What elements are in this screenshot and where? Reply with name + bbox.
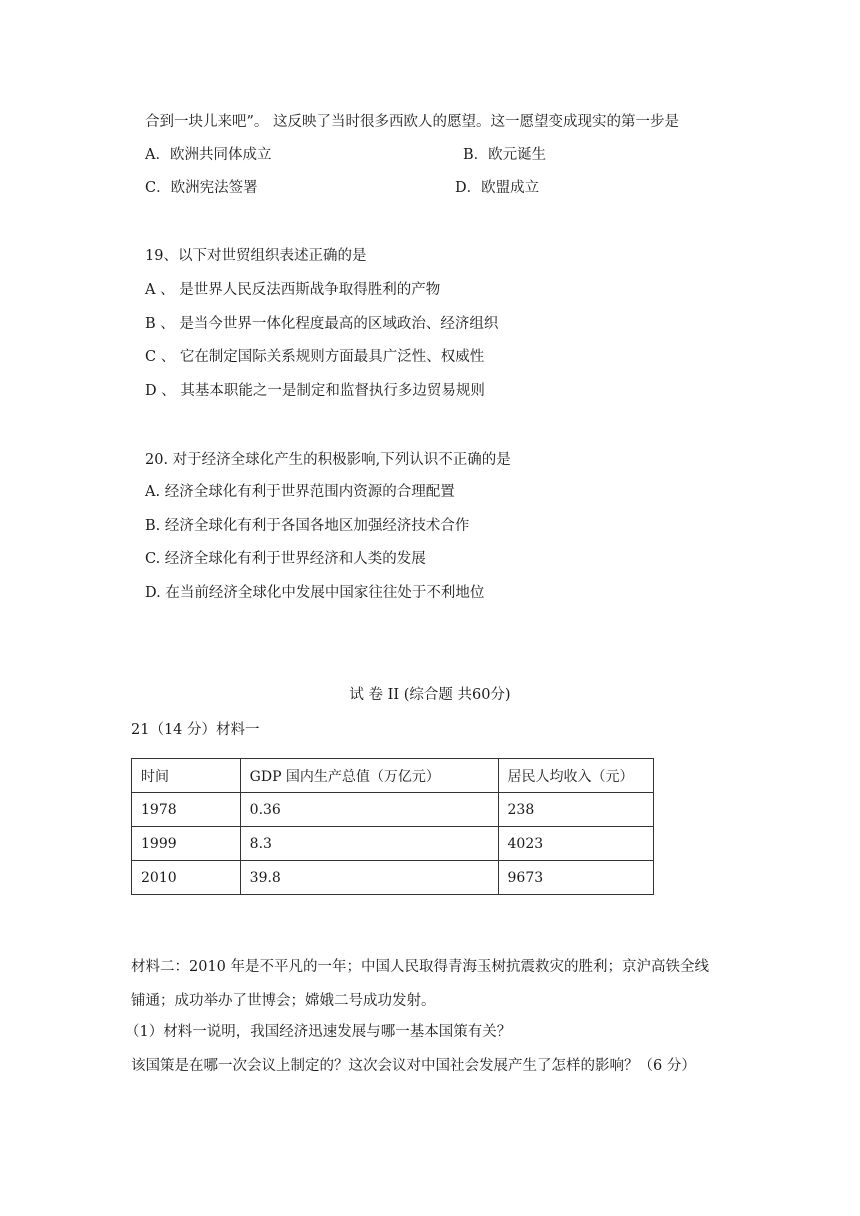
table-cell: 1978: [132, 793, 241, 827]
q19-option-c: C 、 它在制定国际关系规则方面最具广泛性、权威性: [145, 349, 485, 365]
table-cell: 0.36: [240, 793, 498, 827]
q18-option-a: A．欧洲共同体成立: [145, 147, 272, 163]
q21-heading: 21（14 分）材料一: [131, 722, 260, 738]
table-row: [132, 861, 654, 895]
table-row: [132, 793, 654, 827]
q18-option-b: B．欧元诞生: [463, 147, 547, 163]
q20-option-a: A. 经济全球化有利于世界范围内资源的合理配置: [145, 484, 455, 500]
q18-stem-tail: 合到一块儿来吧”。 这反映了当时很多西欧人的愿望。这一愿望变成现实的第一步是: [145, 114, 680, 130]
q19-option-d: D 、 其基本职能之一是制定和监督执行多边贸易规则: [145, 383, 485, 399]
table-cell: 2010: [132, 861, 241, 895]
table-header-cell: GDP 国内生产总值（万亿元）: [240, 759, 498, 793]
q19-stem: 19、以下对世贸组织表述正确的是: [145, 248, 367, 264]
section-2-title: 试 卷 II (综合题 共60分): [349, 687, 511, 703]
table-cell: 1999: [132, 827, 241, 861]
q20-stem: 20. 对于经济全球化产生的积极影响,下列认识不正确的是: [145, 452, 511, 468]
table-header-cell: 时间: [132, 759, 241, 793]
sub-question-1-line-1: （1）材料一说明，我国经济迅速发展与哪一基本国策有关？: [125, 1024, 512, 1040]
table-cell: 238: [498, 793, 653, 827]
material-2-line-1: 材料二：2010 年是不平凡的一年；中国人民取得青海玉树抗震救灾的胜利；京沪高铁全线: [131, 959, 710, 975]
table-cell: 9673: [498, 861, 653, 895]
table-cell: 4023: [498, 827, 653, 861]
q19-option-b: B 、 是当今世界一体化程度最高的区域政治、经济组织: [145, 316, 499, 332]
q20-option-b: B. 经济全球化有利于各国各地区加强经济技术合作: [145, 518, 470, 534]
q20-option-c: C. 经济全球化有利于世界经济和人类的发展: [145, 551, 426, 567]
q18-option-d: D．欧盟成立: [455, 180, 540, 196]
table-header-row: [132, 759, 654, 793]
material-2-line-2: 铺通；成功举办了世博会；嫦娥二号成功发射。: [131, 993, 436, 1009]
q19-option-a: A 、 是世界人民反法西斯战争取得胜利的产物: [145, 282, 441, 298]
table-header-cell: 居民人均收入（元）: [498, 759, 653, 793]
q20-option-d: D. 在当前经济全球化中发展中国家往往处于不利地位: [145, 585, 485, 601]
table-cell: 39.8: [240, 861, 498, 895]
material-1-table: [131, 758, 654, 895]
sub-question-1-line-2: 该国策是在哪一次会议上制定的？这次会议对中国社会发展产生了怎样的影响？（6 分）: [131, 1058, 696, 1074]
table-cell: 8.3: [240, 827, 498, 861]
table-row: [132, 827, 654, 861]
q18-option-c: C．欧洲宪法签署: [145, 180, 258, 196]
